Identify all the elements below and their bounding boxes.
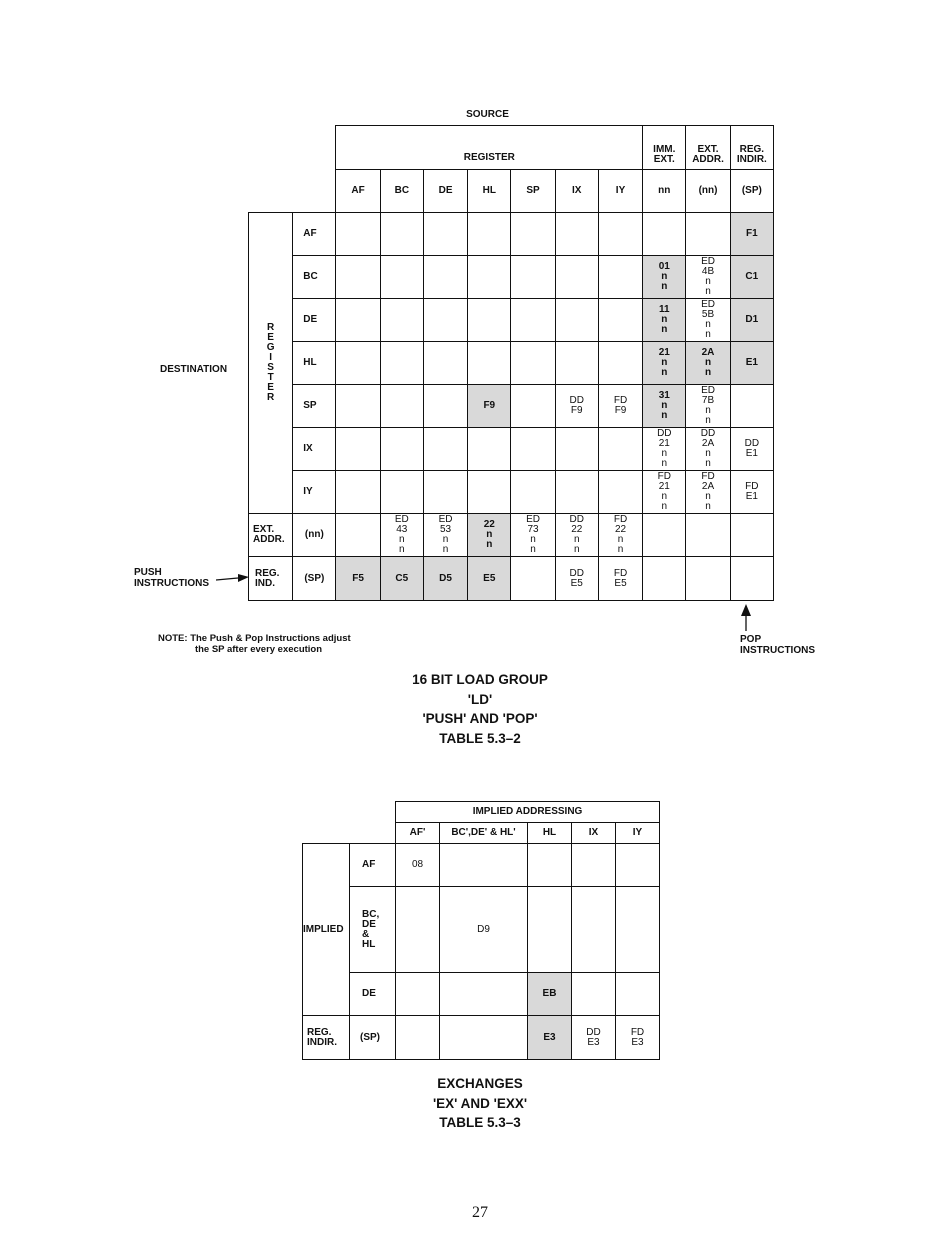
opcode-cell: 08 [396, 844, 440, 887]
col-header: (nn) [686, 170, 730, 213]
opcode-cell: FD 2A n n [686, 471, 730, 514]
opcode-cell: F1 [730, 213, 773, 256]
opcode-cell: ED 7B n n [686, 385, 730, 428]
col-header: AF [336, 170, 380, 213]
opcode-cell: E3 [528, 1016, 572, 1060]
table-5-3-3-caption: EXCHANGES 'EX' AND 'EXX' TABLE 5.3–3 [432, 1076, 528, 1130]
row-header: AF [350, 844, 396, 887]
opcode-cell: 22 n n [468, 514, 511, 557]
push-arrow-icon [216, 572, 250, 584]
col-header: IY [616, 823, 660, 844]
opcode-cell: DD 21 n n [643, 428, 686, 471]
opcode-cell: EB [528, 973, 572, 1016]
table-note: NOTE: The Push & Pop Instructions adjust the SP after every execution [158, 633, 351, 655]
reg-ind-row-label: REG. IND. [249, 557, 293, 601]
opcode-cell: D5 [423, 557, 467, 601]
row-header: HL [293, 342, 336, 385]
opcode-cell: 31 n n [643, 385, 686, 428]
row-header: SP [293, 385, 336, 428]
col-header: IY [598, 170, 642, 213]
opcode-cell: DD 22 n n [555, 514, 598, 557]
opcode-cell: 2A n n [686, 342, 730, 385]
pop-instructions-label: POP INSTRUCTIONS [740, 634, 815, 656]
reg-indir-header: REG. INDIR. [730, 126, 773, 170]
ext-addr-header: EXT. ADDR. [686, 126, 730, 170]
opcode-cell: DD E5 [555, 557, 598, 601]
opcode-cell: FD 21 n n [643, 471, 686, 514]
col-header: IX [572, 823, 616, 844]
opcode-cell: FD E3 [616, 1016, 660, 1060]
opcode-cell: D1 [730, 299, 773, 342]
opcode-cell: ED 43 n n [380, 514, 423, 557]
row-header: (SP) [350, 1016, 396, 1060]
opcode-cell: ED 73 n n [511, 514, 555, 557]
opcode-cell: 21 n n [643, 342, 686, 385]
ext-addr-row-label: EXT. ADDR. [249, 514, 293, 557]
col-header: DE [423, 170, 467, 213]
col-header: IX [555, 170, 598, 213]
pop-arrow-icon [740, 604, 752, 632]
col-header: AF' [396, 823, 440, 844]
row-header: AF [293, 213, 336, 256]
opcode-cell: ED 5B n n [686, 299, 730, 342]
opcode-cell: DD E3 [572, 1016, 616, 1060]
opcode-cell: F5 [336, 557, 380, 601]
row-header: IY [293, 471, 336, 514]
implied-addressing-header: IMPLIED ADDRESSING [396, 802, 660, 823]
imm-ext-header: IMM. EXT. [643, 126, 686, 170]
opcode-cell: F9 [468, 385, 511, 428]
opcode-cell: E1 [730, 342, 773, 385]
table-5-3-2-caption: 16 BIT LOAD GROUP 'LD' 'PUSH' AND 'POP' TABLE 5.3–2 [412, 672, 548, 746]
opcode-cell: 01 n n [643, 256, 686, 299]
col-header: BC',DE' & HL' [440, 823, 528, 844]
opcode-cell: FD E5 [598, 557, 642, 601]
col-header: HL [528, 823, 572, 844]
reg-indir-row-label: REG. INDIR. [303, 1016, 350, 1060]
opcode-cell: ED 53 n n [423, 514, 467, 557]
opcode-cell: FD F9 [598, 385, 642, 428]
load-group-table [248, 125, 774, 601]
row-header: BC [293, 256, 336, 299]
register-header: REGISTER [336, 126, 643, 170]
opcode-cell: 11 n n [643, 299, 686, 342]
row-header: DE [350, 973, 396, 1016]
row-header: BC, DE & HL [350, 887, 396, 973]
opcode-cell: DD E1 [730, 428, 773, 471]
opcode-cell: DD F9 [555, 385, 598, 428]
col-header: SP [511, 170, 555, 213]
push-instructions-label: PUSH INSTRUCTIONS [134, 567, 209, 589]
row-header: (SP) [293, 557, 336, 601]
col-header: nn [643, 170, 686, 213]
implied-row-label: IMPLIED [303, 844, 350, 1016]
register-vertical-label: R E G I S T E R [249, 213, 293, 514]
destination-label: DESTINATION [160, 364, 228, 375]
opcode-cell: DD 2A n n [686, 428, 730, 471]
opcode-cell: FD E1 [730, 471, 773, 514]
opcode-cell: ED 4B n n [686, 256, 730, 299]
col-header: BC [380, 170, 423, 213]
opcode-cell: D9 [440, 887, 528, 973]
opcode-cell: C1 [730, 256, 773, 299]
source-label: SOURCE [466, 109, 509, 120]
col-header: HL [468, 170, 511, 213]
row-header: DE [293, 299, 336, 342]
opcode-cell: FD 22 n n [598, 514, 642, 557]
opcode-cell: C5 [380, 557, 423, 601]
exchanges-table [302, 801, 660, 1060]
row-header: (nn) [293, 514, 336, 557]
page-number: 27 [472, 1204, 488, 1221]
col-header: (SP) [730, 170, 773, 213]
opcode-cell: E5 [468, 557, 511, 601]
row-header: IX [293, 428, 336, 471]
